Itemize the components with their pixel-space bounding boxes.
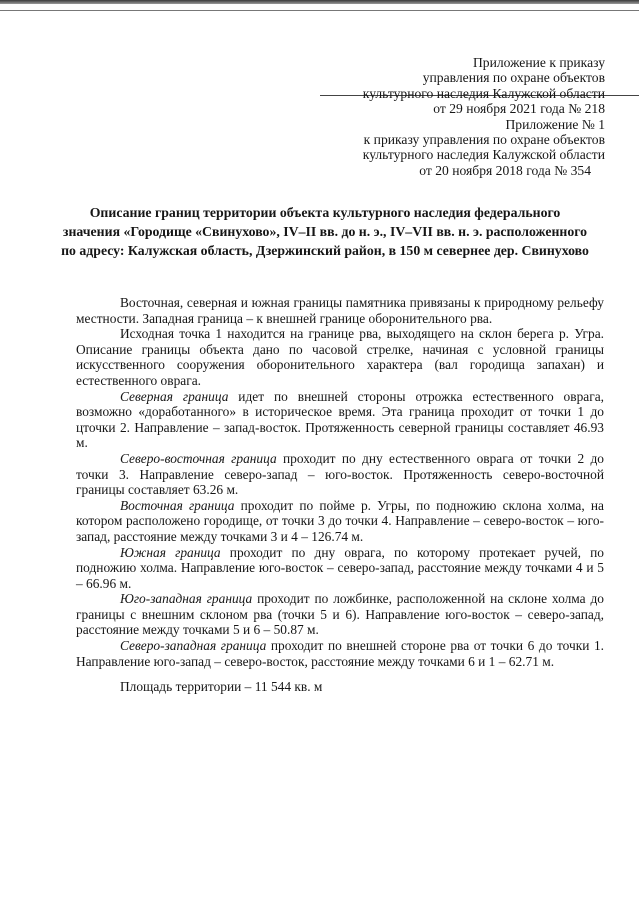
paragraph [76, 498, 604, 545]
paragraph [76, 389, 604, 451]
header-line: управления по охране объектов [422, 70, 605, 86]
boundary-label: Северная граница [120, 388, 229, 404]
header-line: культурного наследия Калужской области [362, 85, 605, 101]
header-line: культурного наследия Калужской области [362, 147, 605, 163]
paragraph-text: проходит по дну оврага, по которому протекает ручей, по подножию холма. Направление юго-восток – северо-запад, расстояние между точками 4 и 5 – 66.96 м. [76, 544, 604, 591]
boundary-label: Северо-западная граница [120, 638, 267, 654]
paragraph-text: идет по внешней стороны отрожка естественного оврага, возможно «доработанного» в историческое время. Эта граница проходит от точки 1 до цточки 2. Направление – запад-восток. Протяженность северной границы составляет 46.93 м. [76, 388, 605, 451]
header-line: Приложение к приказу [472, 55, 605, 70]
paragraph [76, 638, 604, 669]
paragraph [76, 545, 604, 592]
header-line: от 29 ноября 2021 года № 218 [433, 101, 605, 117]
boundary-label: Восточная граница [120, 497, 235, 513]
annex-header [363, 55, 605, 178]
paragraph-text: проходит по дну естественного оврага от точки 2 до точки 3. Направление северо-запад – юго-восток. Протяженность северо-восточной границы составляет 63.26 м. [76, 450, 604, 498]
document-body [76, 295, 604, 695]
header-line: к приказу управления по охране объектов [363, 132, 605, 148]
document-title: Описание границ территории объекта культурного наследия федерального значения «Городище «Свинухово», IV–II вв. до н. э., IV–VII вв. н. э. расположенного по адресу: Калужская область, Дзержинский район, в 150 м севернее дер. Свинухово [61, 205, 589, 258]
paragraph: Исходная точка 1 находится на границе рва, выходящего на склон берега р. Угра. Описание границы объекта дано по часовой стрелке, начиная с условной границы искусственного сооружения оборонительного характера (вал городища запахан) и естественного оврага. [76, 326, 604, 388]
boundary-label: Северо-восточная граница [120, 450, 277, 466]
paragraph-text: проходит по пойме р. Угры, по подножию склона холма, на котором расположено городище, от точки 3 до точки 4. Направление – северо-восток – юго-запад, расстояние между точками 3 и 4 – 126.74 м. [76, 497, 604, 544]
paragraph [76, 591, 604, 638]
paragraph [76, 451, 604, 498]
paragraph-text: проходит по внешней стороне рва от точки 6 до точки 1. Направление юго-запад – северо-восток, расстояние между точками 6 и 1 – 62.71 м. [76, 638, 604, 669]
header-line: от 20 ноября 2018 года № 354 [419, 162, 591, 178]
paragraph: Восточная, северная и южная границы памятника привязаны к природному рельефу местности. Западная граница – к внешней границе оборонительного рва. [76, 295, 604, 326]
boundary-label: Юго-западная граница [120, 591, 253, 607]
header-line: Приложение № 1 [505, 116, 605, 132]
paragraph-text: проходит по ложбинке, расположенной на склоне холма до границы с внешним склоном рва (точки 5 и 6). Направление юго-восток – северо-запад, расстояние между точками 5 и 6 – 50.87 м. [76, 591, 604, 638]
boundary-label: Южная граница [120, 544, 221, 560]
area-statement: Площадь территории – 11 544 кв. м [120, 679, 323, 695]
